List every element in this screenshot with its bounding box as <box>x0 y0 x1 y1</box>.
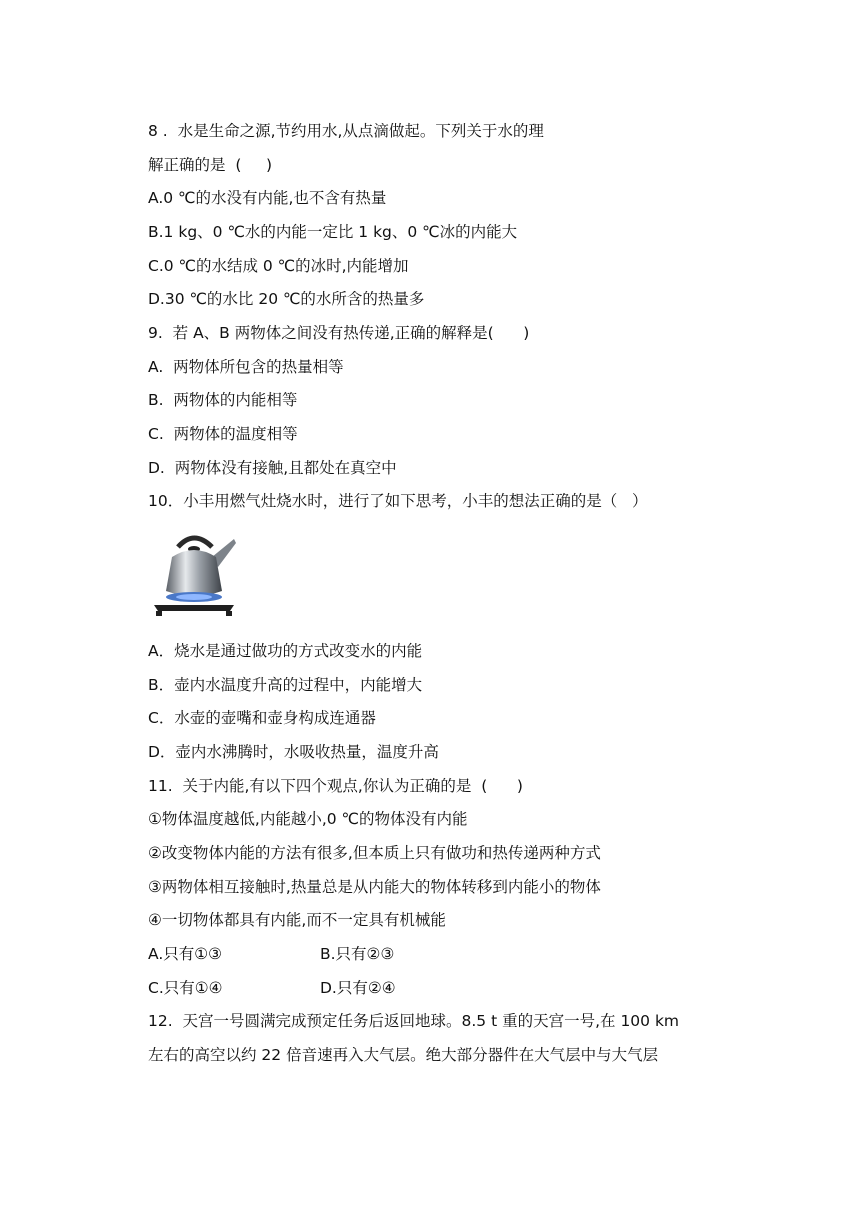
q8-option-a: A.0 ℃的水没有内能,也不含有热量 <box>148 189 387 207</box>
q11-statement-2: ②改变物体内能的方法有很多,但本质上只有做功和热传递两种方式 <box>148 844 601 862</box>
q11-option-d: D.只有②④ <box>320 979 396 997</box>
q8-stem-line-1: 8 . 水是生命之源,节约用水,从点滴做起。下列关于水的理 <box>148 122 544 140</box>
q8-stem-line-2: 解正确的是 ( ) <box>148 156 273 174</box>
q9-option-c: C. 两物体的温度相等 <box>148 425 298 443</box>
q10-option-a: A．烧水是通过做功的方式改变水的内能 <box>148 642 423 660</box>
q11-option-c: C.只有①④ <box>148 979 223 997</box>
q9-option-a: A. 两物体所包含的热量相等 <box>148 358 344 376</box>
q8-option-c: C.0 ℃的水结成 0 ℃的冰时,内能增加 <box>148 257 409 275</box>
q10-stem: 10．小丰用燃气灶烧水时，进行了如下思考，小丰的想法正确的是（ ） <box>148 492 648 510</box>
q12-line-2: 左右的高空以约 22 倍音速再入大气层。绝大部分器件在大气层中与大气层 <box>148 1046 659 1064</box>
q9-option-b: B. 两物体的内能相等 <box>148 391 298 409</box>
q10-option-b: B．壶内水温度升高的过程中，内能增大 <box>148 676 423 694</box>
q11-statement-4: ④一切物体都具有内能,而不一定具有机械能 <box>148 911 446 929</box>
q11-option-b: B.只有②③ <box>320 945 395 963</box>
kettle-on-gas-stove-image <box>148 527 240 619</box>
q11-stem: 11. 关于内能,有以下四个观点,你认为正确的是 ( ) <box>148 777 523 795</box>
q11-option-a: A.只有①③ <box>148 945 223 963</box>
q10-option-c: C．水壶的壶嘴和壶身构成连通器 <box>148 709 376 727</box>
q8-option-b: B.1 kg、0 ℃水的内能一定比 1 kg、0 ℃冰的内能大 <box>148 223 518 241</box>
q12-line-1: 12. 天宫一号圆满完成预定任务后返回地球。8.5 t 重的天宫一号,在 100 km <box>148 1012 680 1030</box>
q9-option-d: D. 两物体没有接触,且都处在真空中 <box>148 459 397 477</box>
q11-statement-3: ③两物体相互接触时,热量总是从内能大的物体转移到内能小的物体 <box>148 878 601 896</box>
q8-option-d: D.30 ℃的水比 20 ℃的水所含的热量多 <box>148 290 425 308</box>
q10-option-d: D．壶内水沸腾时，水吸收热量，温度升高 <box>148 743 439 761</box>
q9-stem: 9. 若 A、B 两物体之间没有热传递,正确的解释是( ) <box>148 324 530 342</box>
q11-statement-1: ①物体温度越低,内能越小,0 ℃的物体没有内能 <box>148 810 468 828</box>
